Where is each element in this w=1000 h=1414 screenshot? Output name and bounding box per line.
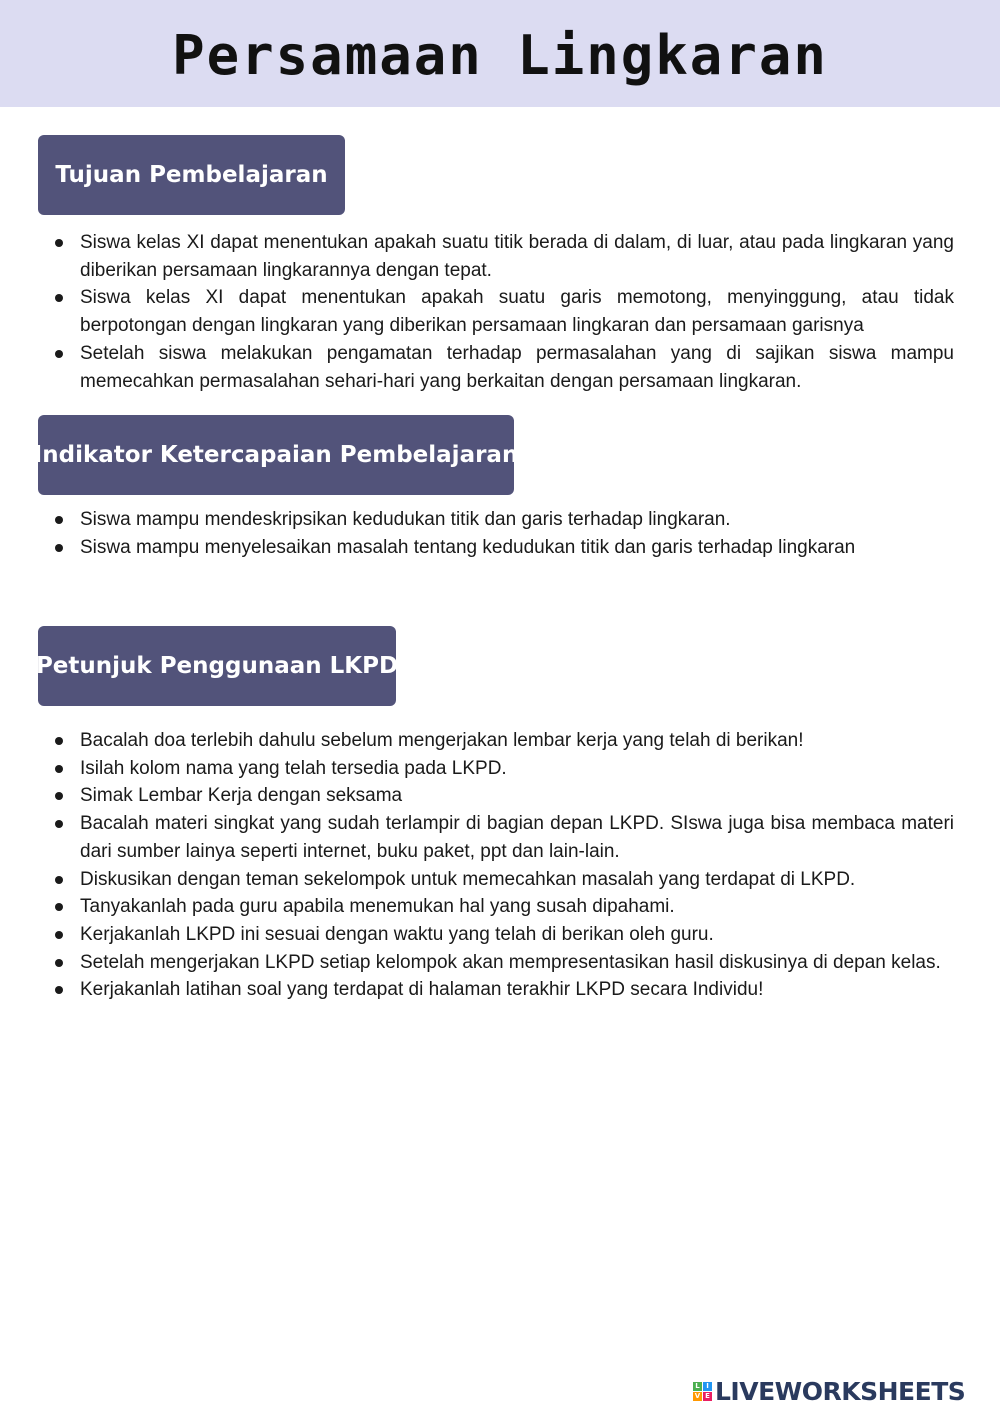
- section-header-petunjuk: Petunjuk Penggunaan LKPD: [38, 626, 396, 706]
- list-item: Siswa kelas XI dapat menentukan apakah suatu garis memotong, menyinggung, atau tidak berpotongan dengan lingkaran yang diberikan persamaan lingkaran dan persamaan garisnya: [80, 284, 954, 339]
- tujuan-list: [80, 229, 954, 395]
- page-header: [0, 0, 1000, 107]
- list-item: Diskusikan dengan teman sekelompok untuk memecahkan masalah yang terdapat di LKPD.: [80, 866, 954, 894]
- liveworksheets-logo-icon: [693, 1382, 712, 1401]
- section-header-indikator: Indikator Ketercapaian Pembelajaran: [38, 415, 514, 495]
- logo-tile: V: [694, 1392, 701, 1400]
- logo-tile: L: [693, 1382, 702, 1391]
- logo-tile: E: [703, 1392, 712, 1401]
- indikator-list: [80, 506, 954, 561]
- list-item: Setelah mengerjakan LKPD setiap kelompok akan mempresentasikan hasil diskusinya di depan kelas.: [80, 949, 954, 977]
- list-item: Setelah siswa melakukan pengamatan terhadap permasalahan yang di sajikan siswa mampu memecahkan permasalahan sehari-hari yang berkaitan dengan persamaan lingkaran.: [80, 340, 954, 395]
- logo-tile: I: [703, 1382, 712, 1391]
- liveworksheets-brand[interactable]: [693, 1376, 965, 1406]
- brand-name: LIVEWORKSHEETS: [715, 1376, 966, 1406]
- list-item: Tanyakanlah pada guru apabila menemukan hal yang susah dipahami.: [80, 893, 954, 921]
- list-item: Bacalah doa terlebih dahulu sebelum mengerjakan lembar kerja yang telah di berikan!: [80, 727, 954, 755]
- list-item: Kerjakanlah LKPD ini sesuai dengan waktu yang telah di berikan oleh guru.: [80, 921, 954, 949]
- list-item: Bacalah materi singkat yang sudah terlampir di bagian depan LKPD. SIswa juga bisa membaca materi dari sumber lainya seperti internet, buku paket, ppt dan lain-lain.: [80, 810, 954, 865]
- list-item: Siswa kelas XI dapat menentukan apakah suatu titik berada di dalam, di luar, atau pada lingkaran yang diberikan persamaan lingkarannya dengan tepat.: [80, 229, 954, 284]
- list-item: Siswa mampu mendeskripsikan kedudukan titik dan garis terhadap lingkaran.: [80, 506, 954, 534]
- section-header-tujuan: Tujuan Pembelajaran: [38, 135, 345, 215]
- list-item: Siswa mampu menyelesaikan masalah tentang kedudukan titik dan garis terhadap lingkaran: [80, 534, 954, 562]
- list-item: Simak Lembar Kerja dengan seksama: [80, 782, 954, 810]
- page-title: Persamaan Lingkaran: [172, 24, 828, 87]
- petunjuk-list: [80, 727, 954, 1004]
- list-item: Isilah kolom nama yang telah tersedia pada LKPD.: [80, 755, 954, 783]
- list-item: Kerjakanlah latihan soal yang terdapat di halaman terakhir LKPD secara Individu!: [80, 976, 954, 1004]
